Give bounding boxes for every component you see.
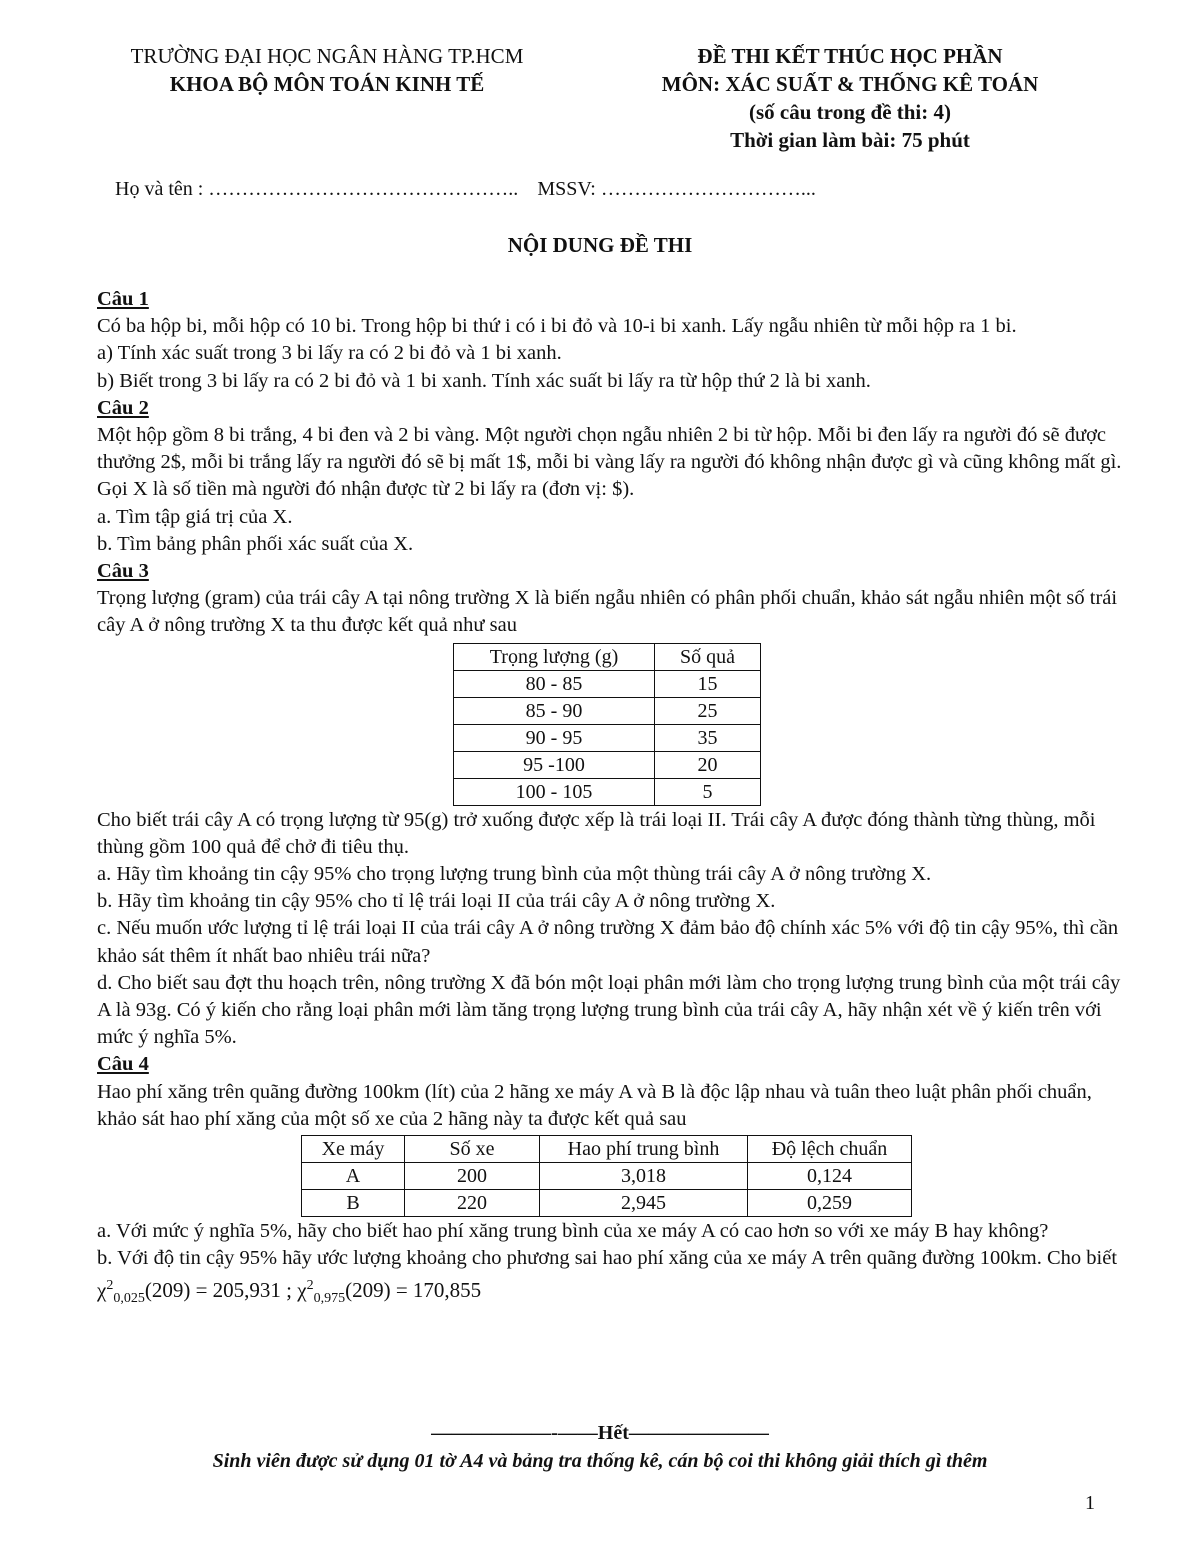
- subject-name: MÔN: XÁC SUẤT & THỐNG KÊ TOÁN: [661, 72, 1039, 96]
- q1-part-b: b) Biết trong 3 bi lấy ra có 2 bi đỏ và 1 bi xanh. Tính xác suất bi lấy ra từ hộp thứ 2 là bi xanh.: [97, 369, 871, 392]
- q4-heading: Câu 4: [97, 1053, 149, 1076]
- table-cell: 35: [655, 724, 761, 751]
- q4-intro: Hao phí xăng trên quãng đường 100km (lít) của 2 hãng xe máy A và B là độc lập nhau và tuân theo luật phân phối chuẩn, khảo sát hao phí xăng của một số xe của 2 hãng này ta được kết quả sau: [97, 1080, 1092, 1130]
- q3-weight-table: [453, 643, 761, 806]
- table-header-cell: Độ lệch chuẩn: [748, 1136, 912, 1163]
- table-cell: 0,124: [748, 1163, 912, 1190]
- q3-part-c: c. Nếu muốn ước lượng tỉ lệ trái loại II của trái cây A ở nông trường X đảm bảo độ chính xác 5% với độ tin cậy 95%, thì cần khảo sát thêm ít nhất bao nhiêu trái nữa?: [97, 917, 1119, 967]
- table-cell: 200: [405, 1163, 540, 1190]
- exam-duration: Thời gian làm bài: 75 phút: [730, 128, 970, 152]
- formula-value-1: (209) = 205,931 ;: [144, 1278, 292, 1303]
- formula-exponent: 2: [106, 1278, 114, 1294]
- q3-intro: Trọng lượng (gram) của trái cây A tại nông trường X là biến ngẫu nhiên có phân phối chuẩn, khảo sát ngẫu nhiên một số trái cây A ở nông trường X ta thu được kết quả như sau: [97, 587, 1118, 637]
- q4-part-b: b. Với độ tin cậy 95% hãy ước lượng khoảng cho phương sai hao phí xăng của xe máy A trên quãng đường 100km. Cho biết: [97, 1247, 1118, 1270]
- table-cell: 3,018: [540, 1163, 748, 1190]
- q3-heading: Câu 3: [97, 560, 149, 583]
- q3-part-d: d. Cho biết sau đợt thu hoạch trên, nông trường X đã bón một loại phân mới làm cho trọng lượng trung bình của một trái cây A là 93g. Có ý kiến cho rằng loại phân mới làm tăng trọng lượng trung bình của trái cây A, hãy nhận xét về ý kiến trên với mức ý nghĩa 5%.: [97, 971, 1121, 1049]
- table-cell: 95 -100: [454, 751, 655, 778]
- table-row: [454, 724, 761, 751]
- table-row: [302, 1190, 912, 1217]
- chi-symbol-2: χ: [297, 1278, 307, 1303]
- table-header-cell: Số quả: [655, 643, 761, 670]
- q1-heading: Câu 1: [97, 288, 149, 310]
- chi-square-formula: [97, 1272, 1122, 1312]
- q1-part-a: a) Tính xác suất trong 3 bi lấy ra có 2 bi đỏ và 1 bi xanh.: [97, 342, 562, 365]
- exam-note: Sinh viên được sử dụng 01 tờ A4 và bảng tra thống kê, cán bộ coi thi không giải thích gì thêm: [212, 1450, 988, 1472]
- table-header-row: [302, 1136, 912, 1163]
- q1-intro: Có ba hộp bi, mỗi hộp có 10 bi. Trong hộp bi thứ i có i bi đỏ và 10-i bi xanh. Lấy ngẫu nhiên từ mỗi hộp ra 1 bi.: [97, 315, 1017, 338]
- table-cell: 25: [655, 697, 761, 724]
- q4-part-a: a. Với mức ý nghĩa 5%, hãy cho biết hao phí xăng trung bình của xe máy A có cao hơn so với xe máy B hay không?: [97, 1220, 1049, 1243]
- q2-intro: Một hộp gồm 8 bi trắng, 4 bi đen và 2 bi vàng. Một người chọn ngẫu nhiên 2 bi từ hộp. Mỗi bi đen lấy ra người đó sẽ được thưởng 2$, mỗi bi trắng lấy ra người đó sẽ bị mất 1$, mỗi bi vàng lấy ra người đó không nhận được gì và cũng không mất gì. Gọi X là số tiền mà người đó nhận được từ 2 bi lấy ra (đơn vị: $).: [97, 424, 1122, 501]
- question-count: (số câu trong đề thi: 4): [748, 100, 952, 124]
- table-header-cell: Xe máy: [302, 1136, 405, 1163]
- student-id-field: MSSV: …………………………...: [537, 178, 816, 200]
- formula-subscript-1: 0,025: [113, 1291, 145, 1307]
- university-name: TRƯỜNG ĐẠI HỌC NGÂN HÀNG TP.HCM: [130, 44, 524, 68]
- q2-part-b: b. Tìm bảng phân phối xác suất của X.: [97, 532, 414, 555]
- q3-part-a: a. Hãy tìm khoảng tin cậy 95% cho trọng lượng trung bình của một thùng trái cây A ở nông trường X.: [97, 863, 932, 886]
- table-cell: 90 - 95: [454, 724, 655, 751]
- header-right: [600, 42, 1100, 154]
- table-cell: B: [302, 1190, 405, 1217]
- table-cell: A: [302, 1163, 405, 1190]
- q3-part-b: b. Hãy tìm khoảng tin cậy 95% cho tỉ lệ trái loại II của trái cây A ở nông trường X.: [97, 890, 776, 913]
- table-cell: 0,259: [748, 1190, 912, 1217]
- q4-fuel-table: [301, 1135, 912, 1217]
- table-cell: 100 - 105: [454, 778, 655, 805]
- table-cell: 2,945: [540, 1190, 748, 1217]
- formula-exponent-2: 2: [306, 1278, 314, 1294]
- student-id-line: [115, 178, 816, 201]
- table-cell: 85 - 90: [454, 697, 655, 724]
- table-header-row: [454, 643, 761, 670]
- table-cell: 5: [655, 778, 761, 805]
- table-row: [454, 778, 761, 805]
- q2-heading: Câu 2: [97, 396, 149, 419]
- formula-value-2: (209) = 170,855: [345, 1278, 482, 1303]
- table-row: [454, 751, 761, 778]
- table-cell: 80 - 85: [454, 670, 655, 697]
- page-number: 1: [1085, 1492, 1095, 1514]
- table-cell: 220: [405, 1190, 540, 1217]
- exam-body: [97, 286, 1122, 1313]
- exam-title: ĐỀ THI KẾT THÚC HỌC PHẦN: [697, 44, 1003, 68]
- student-name-field: Họ và tên : ………………………………………..: [115, 178, 519, 200]
- q2-part-a: a. Tìm tập giá trị của X.: [97, 505, 293, 528]
- table-row: [454, 697, 761, 724]
- header-left: [92, 42, 562, 98]
- content-title: NỘI DUNG ĐỀ THI: [507, 233, 693, 257]
- table-cell: 15: [655, 670, 761, 697]
- formula-subscript-2: 0,975: [313, 1291, 346, 1307]
- q3-after-table: Cho biết trái cây A có trọng lượng từ 95(g) trở xuống được xếp là trái loại II. Trái cây A được đóng thành từng thùng, mỗi thùng gồm 100 quả để chở đi tiêu thụ.: [97, 808, 1096, 858]
- table-header-cell: Số xe: [405, 1136, 540, 1163]
- table-row: [302, 1163, 912, 1190]
- table-header-cell: Hao phí trung bình: [540, 1136, 748, 1163]
- table-row: [454, 670, 761, 697]
- department-name: KHOA BỘ MÔN TOÁN KINH TẾ: [169, 72, 485, 96]
- table-cell: 20: [655, 751, 761, 778]
- end-marker: ——————-——Hết———————: [431, 1422, 769, 1444]
- chi-symbol: χ: [97, 1278, 107, 1303]
- table-header-cell: Trọng lượng (g): [454, 643, 655, 670]
